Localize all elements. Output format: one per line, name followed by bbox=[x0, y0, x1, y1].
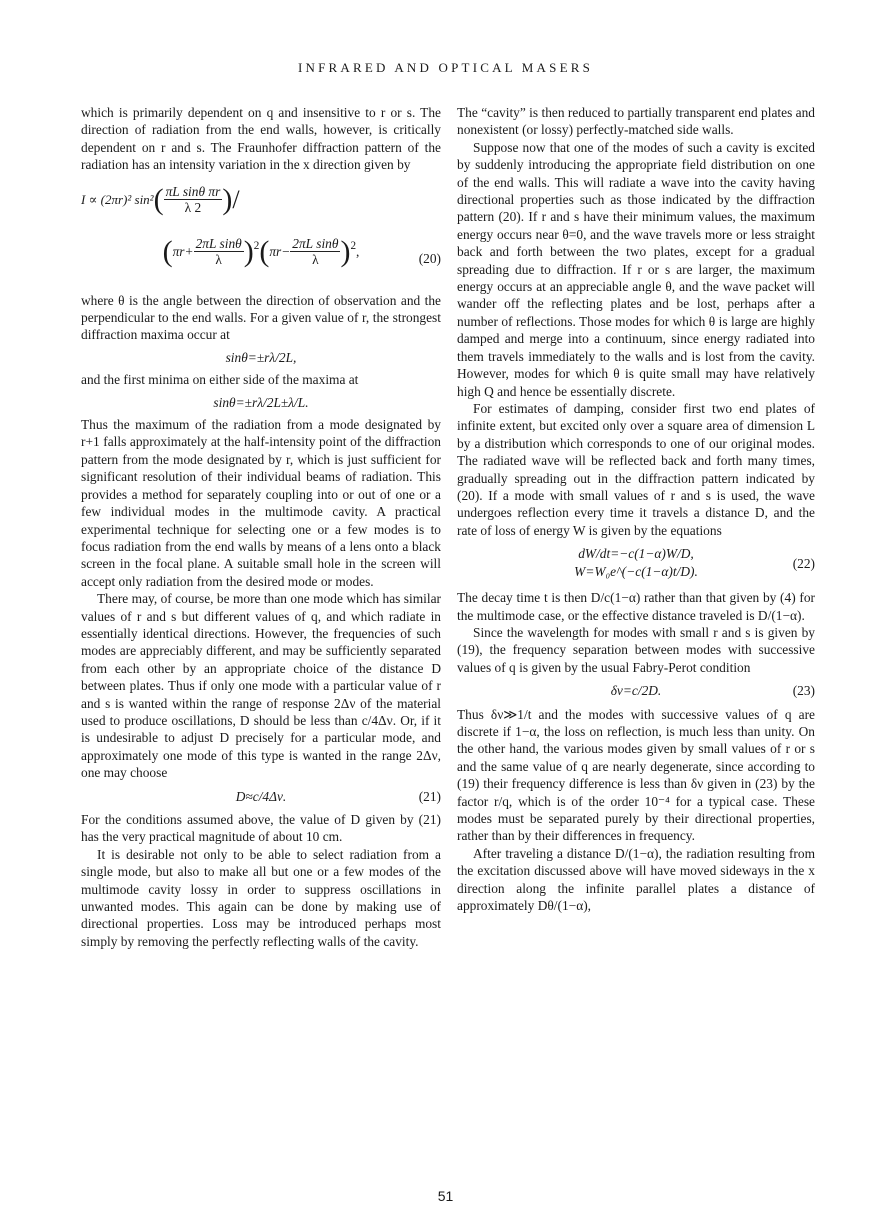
right-column bbox=[457, 104, 815, 914]
paragraph: For estimates of damping, consider first two end plates of infinite extent, but excited only over a square area of dimension L by a distribution which corresponds to one of our original modes. The radiated wave will be reflected back and forth many times, gradually spreading out in the diffraction pattern indicated by (20). If a mode with small values of r and s is used, the wave undergoes reflection every time it travels a distance D, and the rate of loss of energy W is given by the equations bbox=[457, 400, 815, 538]
equation-number: (23) bbox=[792, 683, 815, 699]
equation-23: δν=c/2D. (23) bbox=[610, 683, 815, 699]
paragraph: There may, of course, be more than one mode which has similar values of r and s but different values of q, and which radiate in essentially identical directions. However, the frequencies of such modes are appreciably different, and may be sufficiently separated from each other by an appropriate choice of the distance D between plates. Thus if only one mode with a particular value of r and s is wanted within the range of response 2Δν of the material used to produce oscillations, D should be less than c/4Δν. Or, if it is undesirable to adjust D precisely for a particular mode, and approximately one mode of this type is wanted in the range 2Δν, one may choose bbox=[81, 591, 441, 781]
paragraph: which is primarily dependent on q and insensitive to r or s. The direction of radiation from the end walls, however, is critically dependent on r and s. The Fraunhofer diffraction pattern of the radiation has an intensity variation in the x direction given by bbox=[81, 105, 441, 173]
running-header: INFRARED AND OPTICAL MASERS bbox=[297, 60, 594, 75]
paragraph: The decay time t is then D/c(1−α) rather than that given by (4) for the multimode case, or the effective distance traveled is D/(1−α). bbox=[457, 590, 815, 623]
paragraph: The “cavity” is then reduced to partially transparent end plates and nonexistent (or lossy) perfectly-matched side walls. bbox=[457, 105, 815, 138]
eq20-prefix: I ∝ (2πr)² sin² bbox=[81, 191, 154, 207]
paragraph: and the first minima on either side of the maxima at bbox=[81, 372, 359, 388]
eq20-numerator: πL sinθ πr bbox=[165, 183, 221, 199]
left-column bbox=[81, 104, 441, 950]
page-number: 51 bbox=[437, 1188, 454, 1204]
equation-minima: sinθ=±rλ/2L±λ/L. bbox=[213, 394, 309, 410]
equation-number: (22) bbox=[792, 556, 815, 572]
paragraph: Thus δν≫1/t and the modes with successive values of q are discrete if 1−α, the loss on reflection, is much less than unity. On the other hand, the various modes given by small values of r or s and the same value of q are nearly degenerate, since according to (19) their frequency difference is less than δν given in (23) by the factor r/q, which is of the order 10⁻⁴ for a typical case. These modes must be separated purely by their directional properties, rather than by their differences in frequency. bbox=[457, 706, 815, 844]
paragraph: After traveling a distance D/(1−α), the radiation resulting from the excitation discussed above will have moved sideways in the x direction along the infinite parallel plates a distance of approximately Dθ/(1−α), bbox=[457, 845, 815, 914]
paragraph: Suppose now that one of the modes of such a cavity is excited by suddenly introducing the appropriate field distribution on one of the end walls. This will radiate a wave into the cavity having directional properties such as those indicated by the diffraction pattern (20). If r and s have their minimum values, the maximum energy occurs near θ=0, and the wave travels more or less straight back and forth between the two plates, except for a gradual spreading due to diffraction. If r or s are larger, the maximum energy occurs at an appreciable angle θ, and the wave packet will wander off the reflecting plates and be lost, perhaps after a number of reflections. Those modes for which θ is large are highly damped and merge into a continuum, since energy radiated into them travels immediately to the walls and is lost from the cavity. However, modes for which θ is quite small may have relatively high Q and hence be essentially discrete. bbox=[457, 139, 815, 399]
paragraph: where θ is the angle between the direction of observation and the perpendicular to the end walls. For a given value of r, the strongest diffraction maxima occur at bbox=[81, 292, 441, 343]
equation-21: D≈c/4Δν. (21) bbox=[235, 788, 441, 804]
equation-20-line-2: (πr+ $\frac{\text{2πL sinθ}}{\lambda}$ )$^2$(πr− $\frac{\text{2πL sinθ}}{\lambda}$ )$^2$, (20) bbox=[162, 234, 441, 268]
equation-maxima: sinθ=±rλ/2L, bbox=[225, 349, 297, 365]
paragraph: It is desirable not only to be able to select radiation from a single mode, but also to make all but one or a few modes of the multimode cavity lossy in order to suppress oscillations in unwanted modes. This again can be done by making use of directional properties. Loss may be introduced perhaps most simply by removing the perfectly reflecting walls of the cavity. bbox=[81, 846, 441, 949]
equation-number: (21) bbox=[418, 788, 441, 804]
paragraph: Since the wavelength for modes with small r and s is given by (19), the frequency separation between modes with successive values of q is given by the usual Fabry-Perot condition bbox=[457, 624, 815, 675]
paragraph: For the conditions assumed above, the value of D given by (21) has the very practical magnitude of about 10 cm. bbox=[81, 812, 441, 845]
equation-20: I ∝ (2πr)² sin²( $\frac{\text{πL sinθ πr}}{\lambda 2}$ )/ bbox=[81, 182, 240, 216]
paragraph: Thus the maximum of the radiation from a mode designated by r+1 falls approximately at the half-intensity point of the diffraction pattern from the mode designated by r, which is just sufficient for significant resolution of their individual beams of radiation. This provides a method for separately coupling into or out of one or a few individual modes in the multimode cavity. A practical experimental technique for selecting one or a few modes is to focus radiation from the end walls by means of a lens onto a black screen in the focal plane. A suitable small hole in the screen will accept only radiation from the desired mode or modes. bbox=[81, 417, 441, 589]
equation-number: (20) bbox=[418, 250, 441, 266]
eq20-denominator: λ 2 bbox=[184, 199, 202, 215]
equation-22: dW/dt=−c(1−α)W/D, W=W₀e^(−c(1−α)t/D). (22) bbox=[574, 546, 815, 579]
